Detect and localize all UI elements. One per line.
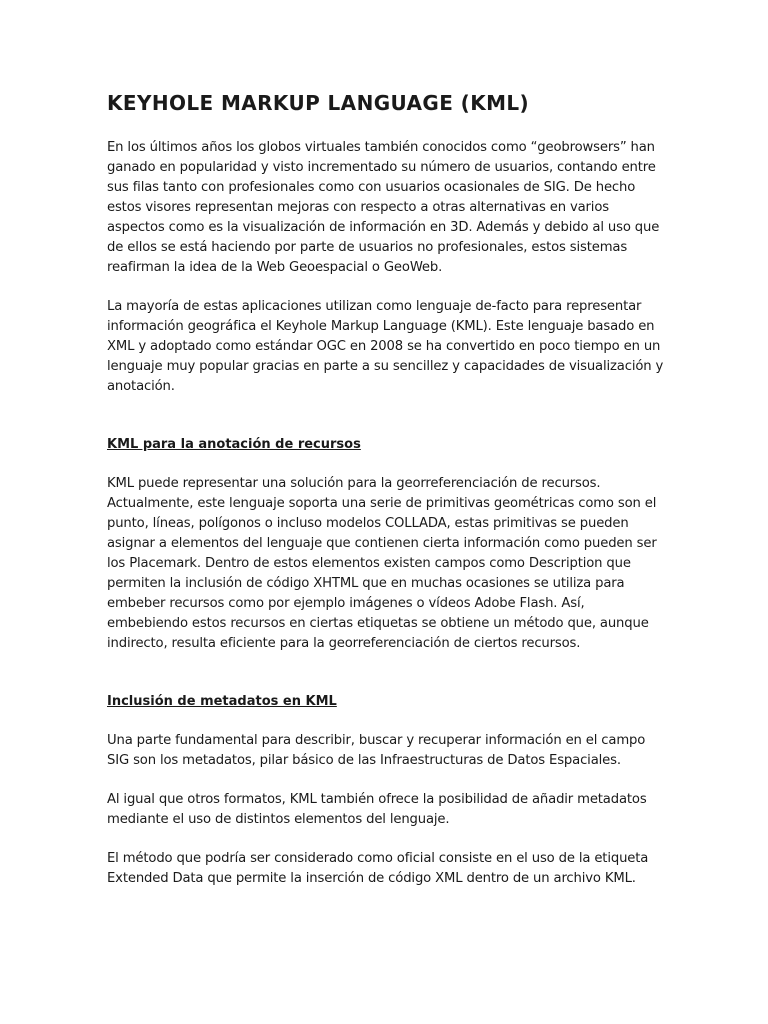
section2-paragraph-3: El método que podría ser considerado como oficial consiste en el uso de la etiqueta Extended Data que permite la inserción de código XML dentro de un archivo KML. [107, 851, 649, 886]
section2-paragraph-1: Una parte fundamental para describir, buscar y recuperar información en el campo SIG son los metadatos, pilar básico de las Infraestructuras de Datos Espaciales. [107, 733, 646, 768]
document-page [107, 90, 667, 908]
section2-paragraph-2: Al igual que otros formatos, KML también ofrece la posibilidad de añadir metadatos mediante el uso de distintos elementos del lenguaje. [107, 792, 647, 827]
intro-paragraph-1: En los últimos años los globos virtuales también conocidos como “geobrowsers” han ganado en popularidad y visto incrementado su número de usuarios, contando entre sus filas tanto con profesionales como con usuarios ocasionales de SIG. De hecho estos visores representan mejoras con respecto a otras alternativas en varios aspectos como es la visualización de información en 3D. Además y debido al uso que de ellos se está haciendo por parte de usuarios no profesionales, estos sistemas reafirman la idea de la Web Geoespacial o GeoWeb. [107, 140, 660, 275]
intro-paragraph-2: La mayoría de estas aplicaciones utilizan como lenguaje de-facto para representar información geográfica el Keyhole Markup Language (KML). Este lenguaje basado en XML y adoptado como estándar OGC en 2008 se ha convertido en poco tiempo en un lenguaje muy popular gracias en parte a su sencillez y capacidades de visualización y anotación. [107, 299, 664, 394]
section1-paragraph-1: KML puede representar una solución para la georreferenciación de recursos. Actualmente, este lenguaje soporta una serie de primitivas geométricas como son el punto, líneas, polígonos o incluso modelos COLLADA, estas primitivas se pueden asignar a elementos del lenguaje que contienen cierta información como pueden ser los Placemark. Dentro de estos elementos existen campos como Description que permiten la inclusión de código XHTML que en muchas ocasiones se utiliza para embeber recursos como por ejemplo imágenes o vídeos Adobe Flash. Así, embebiendo estos recursos en ciertas etiquetas se obtiene un método que, aunque indirecto, resulta eficiente para la georreferenciación de ciertos recursos. [107, 476, 657, 651]
section-heading-annotation: KML para la anotación de recursos [107, 437, 361, 452]
section-heading-metadata: Inclusión de metadatos en KML [107, 694, 337, 709]
document-title: KEYHOLE MARKUP LANGUAGE (KML) [107, 91, 530, 115]
